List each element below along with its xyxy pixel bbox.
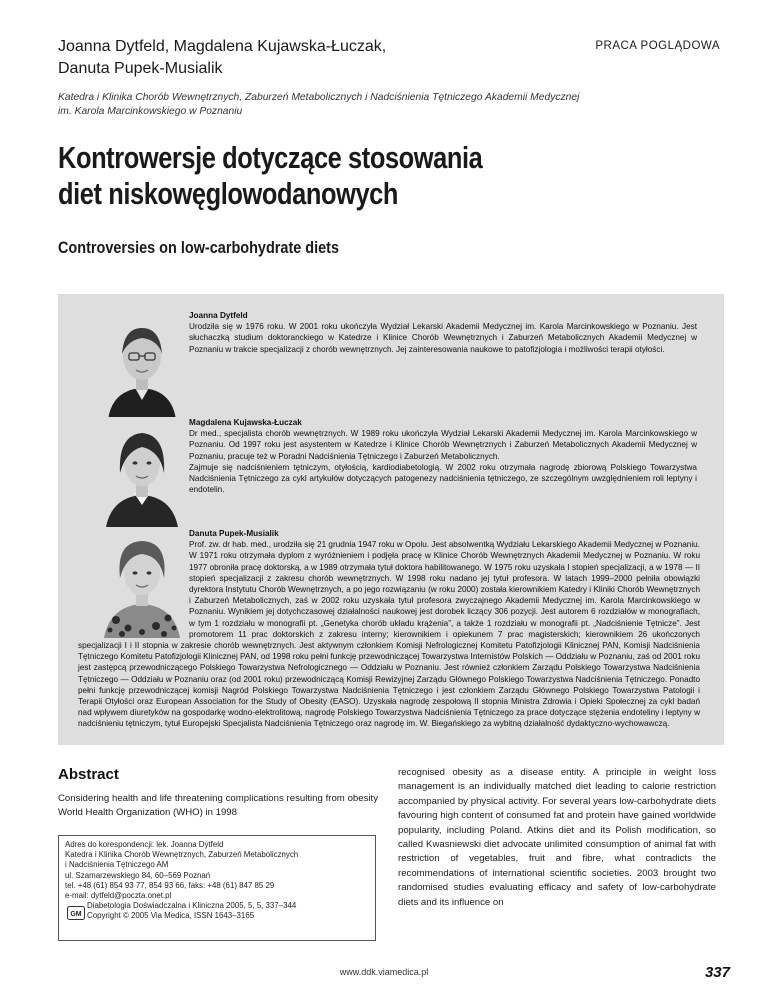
footer-url: www.ddk.viamedica.pl (339, 967, 429, 977)
article-title (58, 140, 583, 212)
correspondence-line: Katedra i Klinika Chorób Wewnętrznych, Zaburzeń Metabolicznych (65, 850, 299, 860)
bio-paragraph: Dr med., specjalista chorób wewnętrznych. W 1989 roku ukończyła Wydział Lekarski Akademii Medycznej im. Karola Marcinkowskiego w Poznaniu. Od 1997 roku jest asystentem w Katedrze i Klinice Chorób Wewnętrznych i Zaburzeń Metabolicznych Akademii Medycznej w Poznaniu, pracuje też w Poradni Nadciśnienia Tętniczego i Zaburzeń Metabolicznych. (189, 429, 697, 461)
author-photo-kujawska (98, 417, 186, 527)
abstract-heading: Abstract (58, 766, 119, 783)
publisher-logo-icon (67, 906, 85, 920)
affiliation (58, 91, 718, 119)
bio-name: Magdalena Kujawska-Łuczak (189, 418, 302, 427)
photo-wrap-spacer (78, 528, 189, 640)
affiliation-line-1: Katedra i Klinika Chorób Wewnętrznych, Zaburzeń Metabolicznych i Nadciśnienia Tętniczego Akademii Medycznej (58, 92, 580, 103)
page-number: 337 (704, 964, 730, 981)
bio-name: Joanna Dytfeld (189, 311, 248, 320)
correspondence-line: tel. +48 (61) 854 93 77, 854 93 66, faks: +48 (61) 847 85 29 (65, 880, 275, 890)
authors-header (58, 36, 498, 80)
authors-line-1: Joanna Dytfeld, Magdalena Kujawska-Łuczak, (58, 38, 387, 55)
affiliation-line-2: im. Karola Marcinkowskiego w Poznaniu (58, 106, 243, 117)
author-bios-box (58, 294, 724, 745)
abstract-text-left: Considering health and life threatening complications resulting from obesity World Health Organization (WHO) in 1998 (58, 793, 378, 819)
author-photo-dytfeld (98, 310, 186, 420)
journal-citation: Diabetologia Doświadczalna i Kliniczna 2005, 5, 5, 337–344 (87, 901, 297, 911)
bio-kujawska (189, 417, 697, 495)
bio-dytfeld (189, 310, 697, 355)
copyright-line: Copyright © 2005 Via Medica, ISSN 1643–3165 (87, 911, 255, 921)
correspondence-line: i Nadciśnienia Tętniczego AM (65, 860, 169, 870)
bio-pupek-musialik (78, 528, 700, 730)
correspondence-line: ul. Szamarzewskiego 84, 60–569 Poznań (65, 870, 211, 880)
publisher-logo-text: GM (70, 911, 82, 918)
article-type-label: PRACA POGLĄDOWA (595, 40, 720, 52)
title-line-2: diet niskowęglowodanowych (58, 176, 399, 211)
abstract-text-right: recognised obesity as a disease entity. A principle in weight loss management is an individually matched diet leading to calorie restriction accompanied by physical activity. For several years low-carbohydrate diets favouring high content of consumed fat and protein have gained worldwide popularity, including Poland. Atkins diet and its Polish modification, so called Kwasniewski diet advocate unlimited consumption of animal fat with restriction of vegetables, fruit and fibre, what contradicts the recommendations of international scientific societies. 2003 brought two randomised studies evaluating efficacy and safety of low-carbohydrate diets and its influence on (398, 767, 716, 908)
authors-line-2: Danuta Pupek-Musialik (58, 60, 223, 77)
title-line-1: Kontrowersje dotyczące stosowania (58, 140, 483, 175)
bio-paragraph: Urodziła się w 1976 roku. W 2001 roku ukończyła Wydział Lekarski Akademii Medycznej im. Karola Marcinkowskiego w Poznaniu. Jest słuchaczką studium doktoranckiego w Katedrze i Klinice Chorób Wewnętrznych i Zaburzeń Metabolicznych Akademii Medycznej w Poznaniu w trakcie specjalizacji z chorób wewnętrznych. Jej zainteresowania naukowe to patofizjologia i możliwości terapii otyłości. (189, 322, 697, 354)
correspondence-box (58, 835, 376, 941)
bio-name: Danuta Pupek-Musialik (189, 529, 279, 538)
bio-paragraph: Prof. zw. dr hab. med., urodziła się 21 grudnia 1947 roku w Opolu. Jest absolwentką Wydziału Lekarskiego Akademii Medycznej w Poznaniu. W 1971 roku otrzymała dyplom z wyróżnieniem i podjęła pracę w Klinice Chorób Wewnętrznych Akademii Medycznej w Poznaniu. W roku 1977 obroniła pracę doktorską, a w 1989 otrzymała tytuł doktora habilitowanego. W 1975 roku uzyskała I stopień specjalizacji, a w 1978 — II stopień specjalizacji z zakresu chorób wewnętrznych. W 1998 roku nadano jej tytuł profesora. W latach 1999–2000 pełniła obowiązki dyrektora Instytutu Chorób Wewnętrznych, a po jego rozwiązaniu (w roku 2000) została kierownikiem Katedry i Kliniki Chorób Wewnętrznych i Zaburzeń Metabolicznych, zaś w 2002 roku uzyskała tytuł profesora zwyczajnego Akademii Medycznej im. Karola Marcinkowskiego w Poznaniu. Wynikiem jej dotychczasowej działalności naukowej jest dorobek liczący 306 pozycji. Jest autorem 6 rozdziałów w monografiach, w tym 1 rozdziału w monografii pt. „Genetyka chorób układu krążenia”, a także 1 rozdziału w monografii pt. „Nadciśnienie Tętnicze”. Jest promotorem 11 prac doktorskich z zakresu interny; kierownikiem i opiekunem 7 prac magisterskich; kierownikiem 26 ukończonych specjalizacji I i II stopnia w zakresie chorób wewnętrznych. Jest aktywnym członkiem Komisji Nefrologicznej Komitetu Patofizjologii Klinicznej PAN, Komisji Nadciśnienia Tętniczego Komitetu Patofizjologii Klinicznej PAN, od 1998 roku pełni funkcję przewodniczącej Towarzystwa Internistów Polskich — Oddziału w Poznaniu, zaś od 2001 roku jest zastępcą przewodniczącego Polskiego Towarzystwa Nefrologicznego — Oddziału w Poznaniu. Jest również członkiem Zarządu Polskiego Towarzystwa Nadciśnienia Tętniczego — Oddziału w Poznaniu oraz (od 2001 roku) przewodniczącą Komisji Rewizyjnej Zarządu Głównego Polskiego Towarzystwa Nadciśnienia Tętniczego. Ponadto pełni funkcję przewodniczącej komisji Nagród Polskiego Towarzystwa Nadciśnienia Tętniczego i jest członkiem Zarządu Głównego Polskiego Towarzystwa Patologii i Terapii Otyłości oraz European Association for the Study of Obesity (EASO). Uzyskała nagrodę zespołową II stopnia Ministra Zdrowia i Opieki Społecznej za cykl badań nad wpływem diuretyków na gospodarkę wodno-elektrolitową, nagrodę Polskiego Towarzystwa Nadciśnienia Tętniczego za prace dotyczące stężenia endoteliny i leptyny w nadciśnieniu tętniczym, tytuł Europejski Specjalista Nadciśnienia Tętniczego oraz nagrodę im. W. Biegańskiego za wybitną działalność dydaktyczno-wychowawczą. (78, 540, 700, 729)
bio-paragraph-2: Zajmuje się nadciśnieniem tętniczym, otyłością, kardiodiabetologią. W 2002 roku otrzymała nagrodę zbiorową Polskiego Towarzystwa Nadciśnienia Tętniczego za cykl artykułów dotyczących patogenezy nadciśnienia tętniczego, ze szczególnym uwzględnieniem roli leptyny i endotelin. (189, 462, 697, 495)
article-subtitle: Controversies on low-carbohydrate diets (58, 238, 340, 257)
correspondence-line: Adres do korespondencji: lek. Joanna Dytfeld (65, 840, 224, 849)
correspondence-email: e-mail: dytfeld@poczta.onet.pl (65, 891, 172, 901)
